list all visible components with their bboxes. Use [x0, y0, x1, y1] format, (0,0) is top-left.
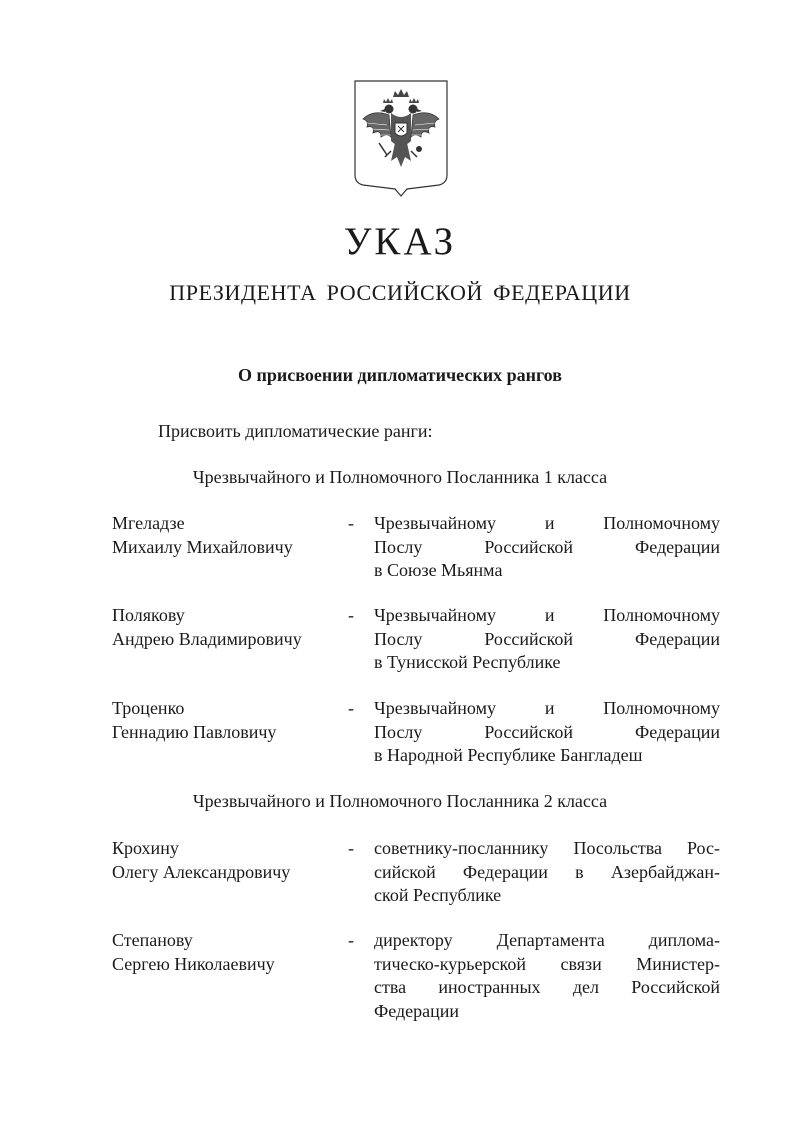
position-line: в Народной Республике Бангладеш: [374, 745, 643, 765]
appointee-name: [112, 837, 342, 884]
position-line: сийской Федерации в Азербайджан-: [374, 861, 720, 882]
position-line: Федерации: [374, 1000, 460, 1021]
position-line: Чрезвычайному и Полномочному: [374, 605, 720, 625]
appointee-given-names: Олегу Александровичу: [112, 861, 291, 882]
coat-of-arms-emblem-icon: [353, 79, 449, 197]
appointee-name: [112, 604, 342, 651]
appointee-position: [374, 697, 720, 768]
appointee-given-names: Михаилу Михайловичу: [112, 536, 293, 557]
separator-dash: -: [348, 513, 354, 533]
position-line: ской Республике: [374, 885, 502, 905]
appointee-surname: Крохину: [112, 838, 179, 858]
appointee-surname: Троценко: [112, 698, 185, 718]
separator-dash: -: [348, 838, 354, 858]
position-line: Послу Российской Федерации: [374, 628, 720, 649]
appointee-position: [374, 604, 720, 675]
separator-dash: -: [348, 930, 354, 950]
appointee-surname: Мгеладзе: [112, 513, 185, 533]
position-line: Послу Российской Федерации: [374, 721, 720, 742]
decree-subject: О присвоении дипломатических рангов: [238, 365, 562, 385]
appointee-name: [112, 697, 342, 744]
position-line: ства иностранных дел Российской: [374, 977, 720, 997]
rank-heading-class-1: Чрезвычайного и Полномочного Посланника 1 класса: [192, 467, 608, 487]
position-line: Чрезвычайному и Полномочному: [374, 513, 720, 533]
decree-title: УКАЗ: [343, 220, 457, 263]
position-line: Послу Российской Федерации: [374, 536, 720, 557]
position-line: директору Департамента диплома-: [374, 930, 720, 950]
position-line: тическо-курьерской связи Министер-: [374, 953, 720, 974]
separator-dash: -: [348, 605, 354, 625]
appointee-given-names: Андрею Владимировичу: [112, 628, 302, 649]
appointee-name: [112, 929, 342, 976]
appointee-name: [112, 512, 342, 559]
position-line: в Союзе Мьянма: [374, 560, 503, 580]
appointee-given-names: Сергею Николаевичу: [112, 953, 275, 974]
appointee-position: [374, 837, 720, 908]
appointee-given-names: Геннадию Павловичу: [112, 721, 277, 742]
appointee-position: [374, 929, 720, 1023]
position-line: в Тунисской Республике: [374, 652, 561, 672]
decree-intro: Присвоить дипломатические ранги:: [158, 421, 433, 441]
appointee-surname: Полякову: [112, 605, 185, 625]
rank-heading-class-2: Чрезвычайного и Полномочного Посланника 2 класса: [192, 791, 608, 811]
appointee-position: [374, 512, 720, 583]
appointee-surname: Степанову: [112, 930, 193, 950]
decree-issuer: ПРЕЗИДЕНТА РОССИЙСКОЙ ФЕДЕРАЦИИ: [169, 280, 631, 305]
separator-dash: -: [348, 698, 354, 718]
position-line: Чрезвычайному и Полномочному: [374, 698, 720, 718]
position-line: советнику-посланнику Посольства Рос-: [374, 838, 720, 858]
